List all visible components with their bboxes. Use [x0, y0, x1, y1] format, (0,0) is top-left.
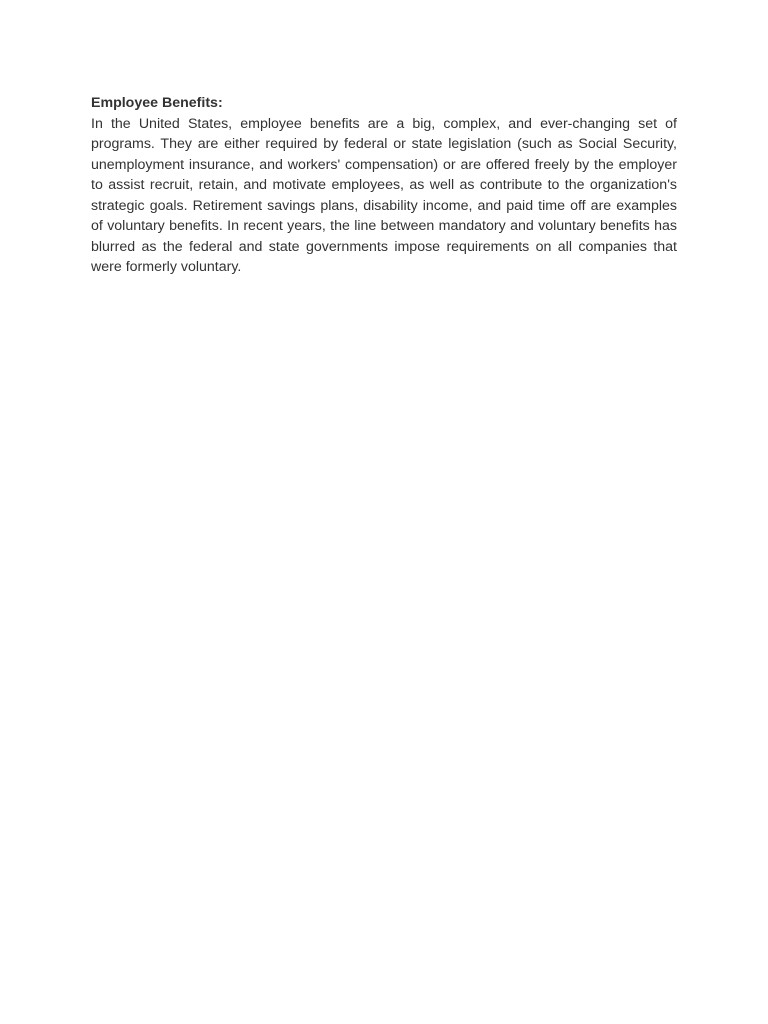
body-paragraph: In the United States, employee benefits are a big, complex, and ever-changing set of programs. They are either required by federal or state legislation (such as Social Security, unemployment insurance, and workers' compensation) or are offered freely by the employer to assist recruit, retain, and motivate employees, as well as contribute to the organization's strategic goals. Retirement savings plans, disability income, and paid time off are examples of voluntary benefits. In recent years, the line between mandatory and voluntary benefits has blurred as the federal and state governments impose requirements on all companies that were formerly voluntary. [91, 115, 677, 275]
section-heading: Employee Benefits: [91, 95, 223, 111]
